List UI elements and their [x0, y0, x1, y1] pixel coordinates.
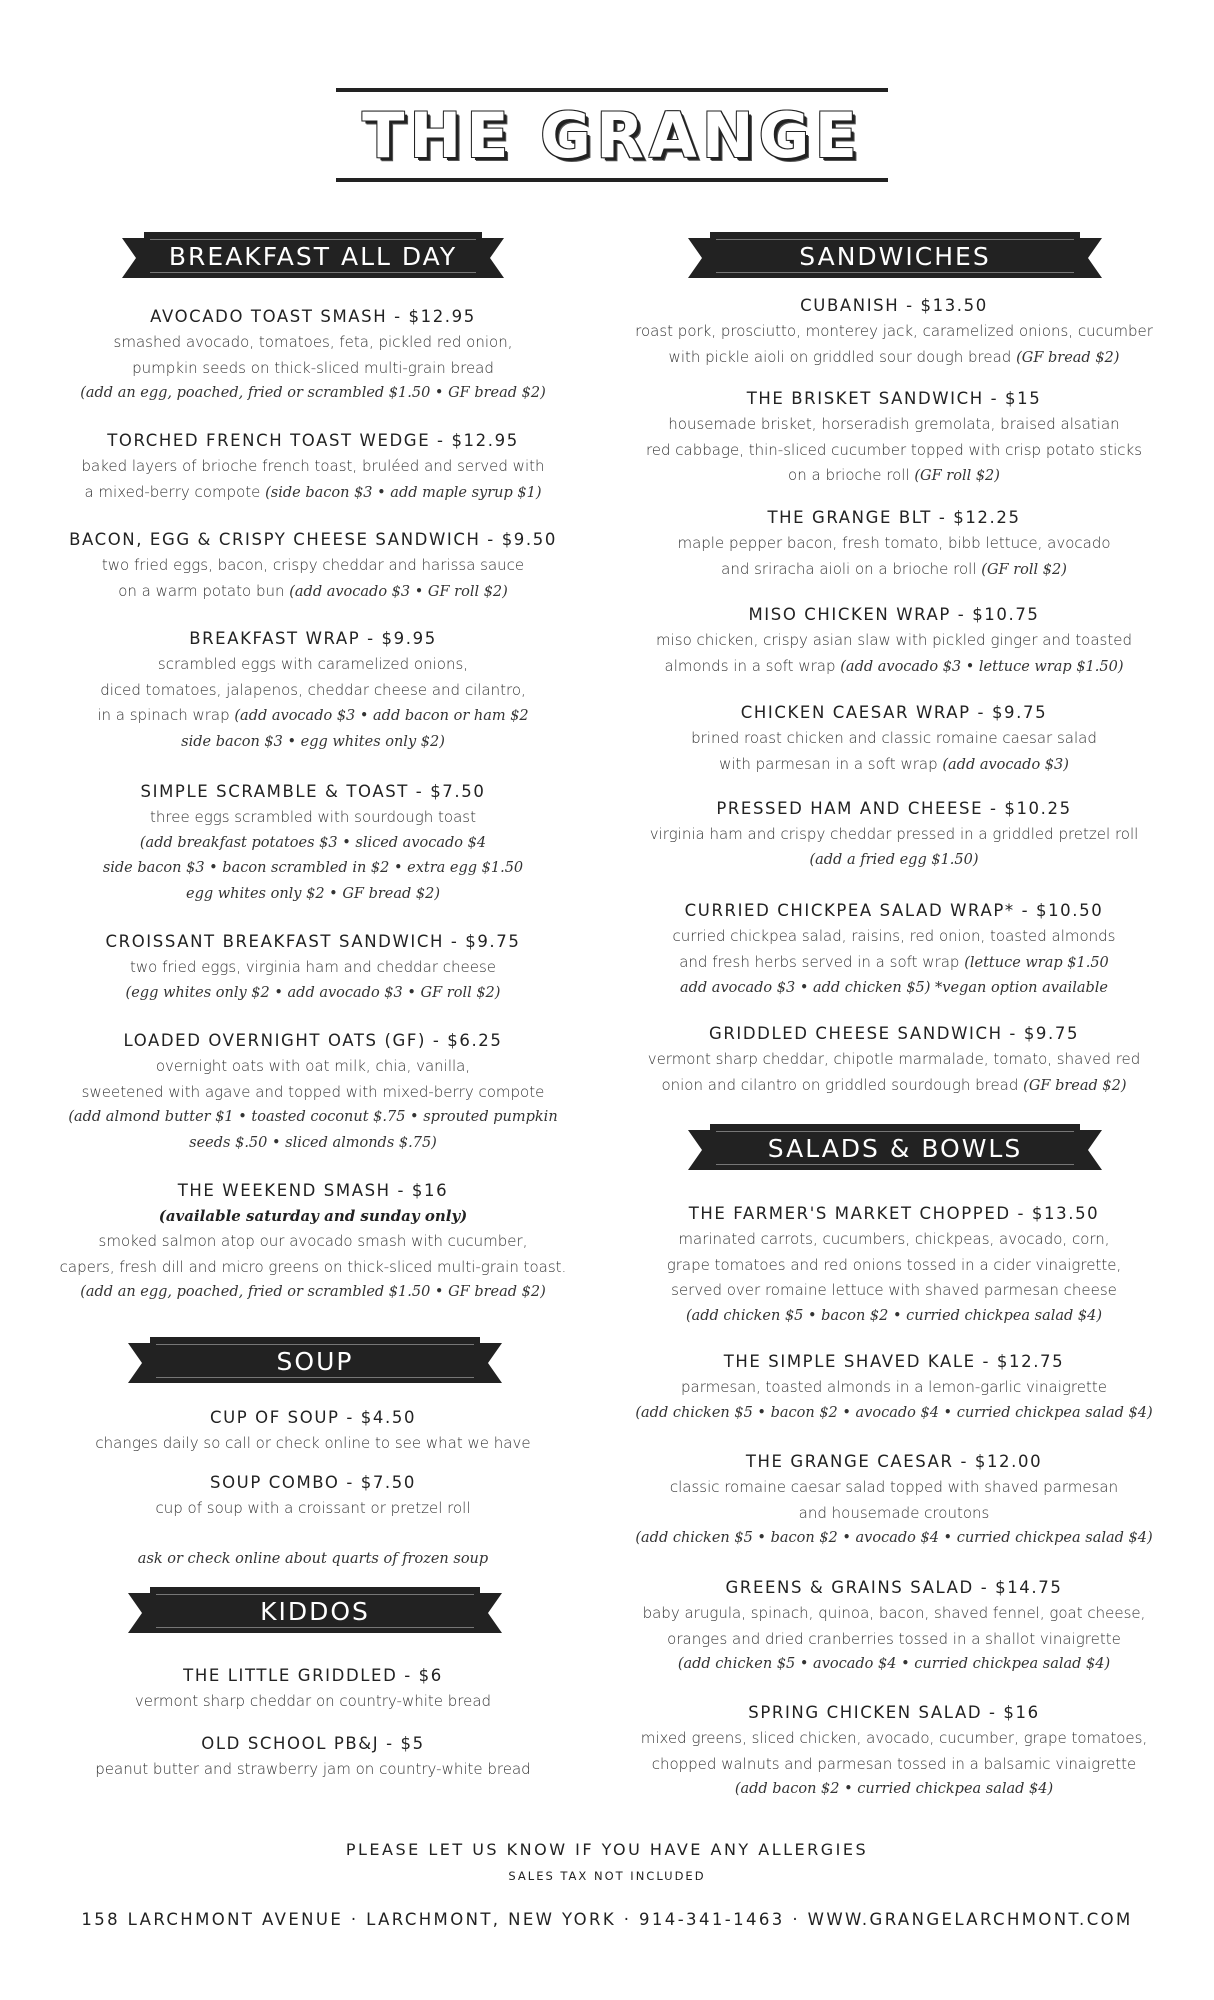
soup-note: [13, 1547, 613, 1573]
menu-item-description: overnight oats with oat milk, chia, vanilla,: [155, 1057, 471, 1075]
menu-item-addons: add avocado $3 • add chicken $5) *vegan option available: [679, 980, 1108, 996]
menu-item-description: brined roast chicken and classic romaine caesar salad: [691, 729, 1097, 747]
menu-item-description: vermont sharp cheddar on country-white bread: [134, 1692, 492, 1710]
menu-item-addons: (add chicken $5 • bacon $2 • avocado $4 • curried chickpea salad $4): [635, 1404, 1153, 1421]
menu-item-description: and sriracha aioli on a brioche roll (GF roll $2): [721, 559, 1067, 578]
menu-item-description: capers, fresh dill and micro greens on thick-sliced multi-grain toast.: [59, 1257, 567, 1276]
soup-note-text: ask or check online about quarts of frozen soup: [137, 1551, 489, 1567]
menu-item-addons: (add an egg, poached, fried or scrambled $1.50 • GF bread $2): [80, 1284, 546, 1300]
menu-item-description: maple pepper bacon, fresh tomato, bibb lettuce, avocado: [677, 534, 1111, 552]
menu-item-name: CHICKEN CAESAR WRAP - $9.75: [740, 703, 1048, 722]
banner-breakfast: [122, 232, 504, 276]
menu-item: [594, 1349, 1194, 1426]
menu-item-name: CUBANISH - $13.50: [800, 296, 988, 315]
menu-item-addons: seeds $.50 • sliced almonds $.75): [189, 1134, 437, 1151]
menu-item-description: scrambled eggs with caramelized onions,: [157, 655, 469, 673]
menu-item-description: baby arugula, spinach, quinoa, bacon, shaved fennel, goat cheese,: [642, 1604, 1146, 1622]
menu-item: [13, 304, 613, 407]
menu-item-description: smoked salmon atop our avocado smash with cucumber,: [98, 1232, 528, 1250]
menu-item: [594, 1700, 1194, 1803]
menu-item-addons: (add breakfast potatoes $3 • sliced avocado $4: [139, 834, 487, 851]
banner-kiddos: [128, 1587, 502, 1631]
menu-item-addons: (add avocado $3 • lettuce wrap $1.50): [840, 658, 1124, 675]
menu-item-name: BACON, EGG & CRISPY CHEESE SANDWICH - $9.50: [69, 530, 557, 549]
menu-item-addons: side bacon $3 • egg whites only $2): [181, 733, 445, 750]
menu-item-name: SPRING CHICKEN SALAD - $16: [748, 1703, 1040, 1722]
menu-item-addons: side bacon $3 • bacon scrambled in $2 • extra egg $1.50: [102, 860, 524, 876]
menu-item-description: two fried eggs, virginia ham and cheddar cheese: [129, 958, 497, 976]
menu-item-addons: egg whites only $2 • GF bread $2): [185, 885, 441, 902]
menu-item-name: CURRIED CHICKPEA SALAD WRAP* - $10.50: [684, 901, 1104, 920]
menu-item-description: served over romaine lettuce with shaved parmesan cheese: [671, 1281, 1117, 1299]
menu-item-description: vermont sharp cheddar, chipotle marmalade, tomato, shaved red: [647, 1050, 1141, 1068]
menu-item-description: on a brioche roll (GF roll $2): [788, 466, 1000, 484]
logo-text: THE GRANGE: [362, 98, 862, 172]
menu-item-name: OLD SCHOOL PB&J - $5: [201, 1734, 425, 1753]
menu-item: [594, 293, 1194, 371]
menu-item-addons: (egg whites only $2 • add avocado $3 • GF roll $2): [125, 984, 501, 1001]
menu-item: [594, 1449, 1194, 1552]
menu-item-name: THE BRISKET SANDWICH - $15: [746, 389, 1042, 408]
section-title-sandwiches: SANDWICHES: [710, 232, 1080, 278]
section-title-salads: SALADS & BOWLS: [710, 1124, 1080, 1170]
menu-item-name: AVOCADO TOAST SMASH - $12.95: [150, 307, 476, 326]
menu-item-addons: (GF bread $2): [1016, 349, 1120, 366]
menu-item-description: cup of soup with a croissant or pretzel roll: [155, 1499, 471, 1517]
menu-item-name: GREENS & GRAINS SALAD - $14.75: [725, 1578, 1063, 1597]
menu-item: [13, 1028, 613, 1156]
menu-item: [13, 1470, 613, 1522]
menu-item: [594, 898, 1194, 1002]
menu-item-name: PRESSED HAM AND CHEESE - $10.25: [716, 799, 1072, 818]
address-line: 158 LARCHMONT AVENUE · LARCHMONT, NEW YORK · 914-341-1463 · WWW.GRANGELARCHMONT.COM: [81, 1910, 1133, 1929]
menu-item-name: SOUP COMBO - $7.50: [210, 1473, 416, 1492]
menu-item-addons: (add chicken $5 • bacon $2 • curried chickpea salad $4): [685, 1307, 1103, 1324]
menu-item-description: classic romaine caesar salad topped with shaved parmesan: [669, 1478, 1119, 1496]
menu-item: [13, 626, 613, 755]
menu-item: [594, 505, 1194, 583]
menu-item-addons: (add an egg, poached, fried or scrambled $1.50 • GF bread $2): [80, 385, 546, 401]
menu-item-name: BREAKFAST WRAP - $9.95: [189, 629, 437, 648]
menu-item: [594, 700, 1194, 778]
menu-item: [13, 1731, 613, 1783]
menu-item-description: curried chickpea salad, raisins, red onion, toasted almonds: [672, 927, 1116, 945]
menu-item-addons: (add bacon $2 • curried chickpea salad $4): [734, 1781, 1054, 1797]
tax-notice: SALES TAX NOT INCLUDED: [508, 1869, 706, 1883]
menu-item: [13, 929, 613, 1006]
menu-item-description: changes daily so call or check online to see what we have: [95, 1434, 531, 1452]
menu-item: [594, 796, 1194, 873]
banner-soup: [128, 1337, 502, 1381]
menu-item: [13, 1663, 613, 1715]
menu-item-description: two fried eggs, bacon, crispy cheddar and harissa sauce: [101, 556, 525, 574]
menu-item-addons: (add avocado $3): [942, 756, 1069, 773]
menu-item-description: mixed greens, sliced chicken, avocado, cucumber, grape tomatoes,: [640, 1729, 1148, 1747]
menu-item: [13, 1178, 613, 1306]
menu-item-description: and fresh herbs served in a soft wrap (lettuce wrap $1.50: [679, 952, 1109, 971]
menu-item-description: almonds in a soft wrap (add avocado $3 • lettuce wrap $1.50): [664, 656, 1124, 675]
menu-item-description: diced tomatoes, jalapenos, cheddar cheese and cilantro,: [100, 680, 526, 699]
menu-item-addons: (GF roll $2): [981, 561, 1067, 578]
menu-item-description: roast pork, prosciutto, monterey jack, caramelized onions, cucumber: [635, 322, 1153, 340]
menu-item-name: CROISSANT BREAKFAST SANDWICH - $9.75: [105, 932, 521, 951]
menu-item-description: in a spinach wrap (add avocado $3 • add bacon or ham $2: [97, 706, 529, 724]
menu-item-name: LOADED OVERNIGHT OATS (GF) - $6.25: [123, 1031, 503, 1050]
menu-item-description: peanut butter and strawberry jam on country-white bread: [95, 1760, 531, 1778]
menu-item-description: smashed avocado, tomatoes, feta, pickled red onion,: [113, 333, 513, 351]
menu-item-name: THE LITTLE GRIDDLED - $6: [183, 1666, 443, 1685]
menu-item: [594, 386, 1194, 490]
menu-item-description: baked layers of brioche french toast, bruléed and served with: [81, 457, 545, 475]
menu-item-addons: (add avocado $3 • GF roll $2): [289, 583, 508, 600]
menu-item: [594, 1575, 1194, 1678]
menu-item-description: pumpkin seeds on thick-sliced multi-grain bread: [132, 358, 494, 377]
menu-item-addons: (add a fried egg $1.50): [809, 851, 979, 868]
menu-item-description: parmesan, toasted almonds in a lemon-garlic vinaigrette: [681, 1378, 1107, 1396]
menu-item-name: CUP OF SOUP - $4.50: [209, 1408, 417, 1427]
menu-item-name: THE SIMPLE SHAVED KALE - $12.75: [723, 1352, 1065, 1371]
menu-item-description: three eggs scrambled with sourdough toast: [150, 808, 476, 826]
menu-item-description: with pickle aioli on griddled sour dough bread (GF bread $2): [668, 347, 1120, 366]
menu-item-name: GRIDDLED CHEESE SANDWICH - $9.75: [708, 1024, 1080, 1043]
menu-item-addons: (GF bread $2): [1023, 1077, 1127, 1094]
menu-item-description: chopped walnuts and parmesan tossed in a balsamic vinaigrette: [651, 1754, 1137, 1773]
menu-item: [13, 1405, 613, 1457]
menu-item-addons: (add almond butter $1 • toasted coconut $.75 • sprouted pumpkin: [68, 1109, 558, 1125]
menu-item-description: with parmesan in a soft wrap (add avocado $3): [719, 754, 1069, 773]
menu-item-addons: (GF roll $2): [914, 468, 1000, 484]
menu-item-description: marinated carrots, cucumbers, chickpeas, avocado, corn,: [678, 1230, 1110, 1248]
section-title-soup: SOUP: [150, 1337, 480, 1383]
menu-item-description: on a warm potato bun (add avocado $3 • GF roll $2): [118, 581, 508, 600]
logo-rule-top: [336, 88, 888, 92]
menu-item: [13, 428, 613, 506]
menu-item: [13, 779, 613, 907]
menu-item-description: grape tomatoes and red onions tossed in a cider vinaigrette,: [666, 1255, 1122, 1274]
menu-item-description: a mixed-berry compote (side bacon $3 • add maple syrup $1): [84, 482, 542, 501]
menu-item: [594, 602, 1194, 680]
menu-item-name: TORCHED FRENCH TOAST WEDGE - $12.95: [107, 431, 519, 450]
menu-item-name: SIMPLE SCRAMBLE & TOAST - $7.50: [140, 782, 486, 801]
section-title-breakfast: BREAKFAST ALL DAY: [144, 232, 482, 278]
menu-item-name: THE GRANGE BLT - $12.25: [767, 508, 1021, 527]
banner-salads: [688, 1124, 1102, 1168]
menu-item-description: sweetened with agave and topped with mixed-berry compote: [81, 1082, 545, 1101]
menu-item-subtitle: (available saturday and sunday only): [158, 1207, 468, 1225]
menu-item-name: MISO CHICKEN WRAP - $10.75: [748, 605, 1040, 624]
menu-item: [594, 1201, 1194, 1329]
menu-item-description: onion and cilantro on griddled sourdough bread (GF bread $2): [661, 1075, 1127, 1094]
logo-rule-bottom: [336, 178, 888, 182]
menu-item-addons: (side bacon $3 • add maple syrup $1): [265, 484, 542, 501]
menu-item-name: THE GRANGE CAESAR - $12.00: [745, 1452, 1043, 1471]
menu-item: [594, 1021, 1194, 1099]
menu-item-description: virginia ham and crispy cheddar pressed in a griddled pretzel roll: [649, 825, 1139, 843]
banner-sandwiches: [688, 232, 1102, 276]
allergy-notice: PLEASE LET US KNOW IF YOU HAVE ANY ALLERGIES: [345, 1840, 869, 1859]
menu-item-description: housemade brisket, horseradish gremolata, braised alsatian: [668, 415, 1120, 433]
menu-item-name: THE FARMER'S MARKET CHOPPED - $13.50: [688, 1204, 1100, 1223]
menu-item-addons: (lettuce wrap $1.50: [964, 954, 1109, 971]
menu-item-addons: (add avocado $3 • add bacon or ham $2: [234, 708, 529, 724]
menu-item-description: miso chicken, crispy asian slaw with pickled ginger and toasted: [656, 631, 1132, 649]
menu-item-addons: (add chicken $5 • avocado $4 • curried chickpea salad $4): [677, 1656, 1111, 1672]
menu-item-name: THE WEEKEND SMASH - $16: [177, 1181, 449, 1200]
menu-item-description: oranges and dried cranberries tossed in a shallot vinaigrette: [667, 1629, 1121, 1648]
menu-item-description: and housemade croutons: [798, 1503, 990, 1522]
logo: [336, 88, 888, 184]
menu-item: [13, 527, 613, 605]
menu-item-description: red cabbage, thin-sliced cucumber topped with crisp potato sticks: [645, 440, 1143, 459]
section-title-kiddos: KIDDOS: [150, 1587, 480, 1633]
menu-item-addons: (add chicken $5 • bacon $2 • avocado $4 • curried chickpea salad $4): [635, 1530, 1153, 1546]
